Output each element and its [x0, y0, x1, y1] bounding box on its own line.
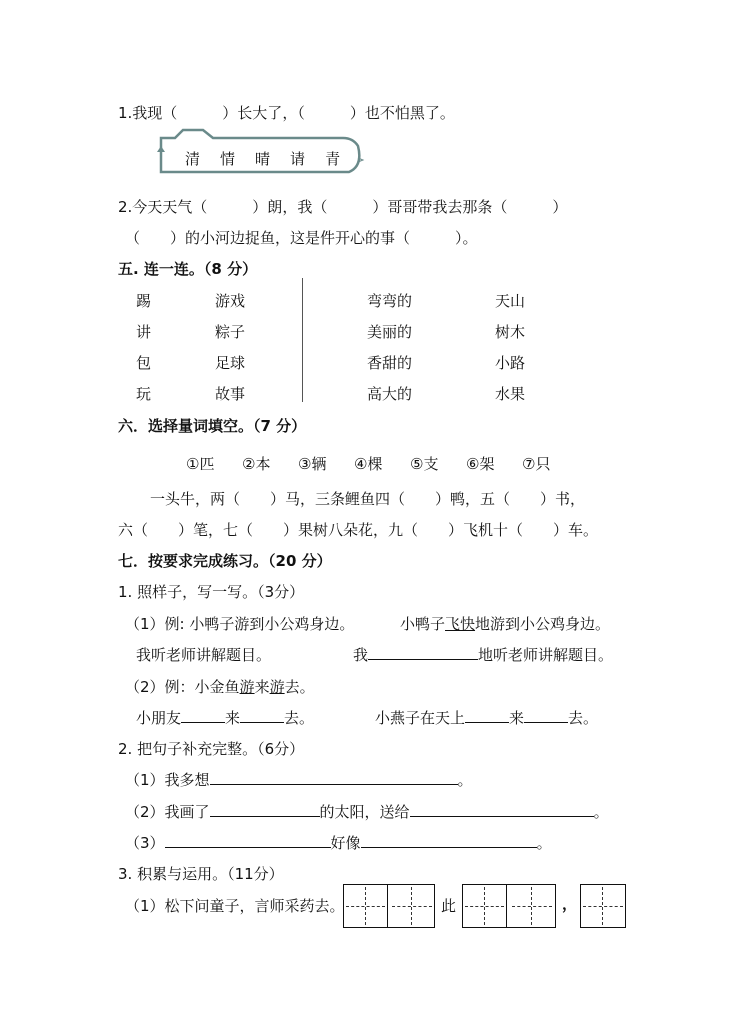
match-right-a-3: 高大的 [367, 385, 413, 403]
example-1-left: （1）例: 小鸭子游到小公鸡身边。 [125, 615, 355, 633]
question-2-line-2: （ ）的小河边捉鱼，这是件开心的事（ ）。 [125, 229, 478, 247]
subsection-3-title: 3. 积累与运用。（11分） [118, 865, 284, 883]
example-2 [125, 676, 315, 697]
answer-blank[interactable] [410, 802, 594, 817]
option-5: ⑤支 [410, 455, 439, 473]
example-2-mid: 来 [254, 678, 270, 696]
match-left-a-0: 踢 [136, 292, 152, 310]
writing-cell[interactable] [581, 885, 625, 927]
exercise-2b-right [375, 707, 598, 728]
example-2-underlined-2: 游 [269, 678, 285, 696]
banner-word: 情 [220, 150, 236, 168]
match-right-b-0: 天山 [495, 292, 526, 310]
fill-3 [125, 832, 552, 853]
answer-blank[interactable] [361, 833, 537, 848]
answer-blank[interactable] [240, 708, 284, 723]
exercise-1b-right-b: 地听老师讲解题目。 [478, 646, 614, 664]
writing-cell[interactable] [344, 885, 388, 927]
banner-word: 晴 [255, 150, 271, 168]
section-7-title: 七．按要求完成练习。（20 分） [118, 552, 332, 570]
fill-1-a: （1）我多想 [125, 771, 210, 789]
match-right-b-2: 小路 [495, 354, 526, 372]
answer-blank[interactable] [210, 802, 320, 817]
answer-blank[interactable] [524, 708, 568, 723]
match-right-b-1: 树木 [495, 323, 526, 341]
option-2: ②本 [242, 455, 271, 473]
example-1-right-a: 小鸭子 [400, 615, 446, 633]
option-4: ④棵 [354, 455, 383, 473]
exercise-2b-right-1: 小燕子在天上 [375, 709, 466, 727]
exercise-2b-left-1: 小朋友 [136, 709, 182, 727]
question-1: 1.我现（ ）长大了，（ ）也不怕黑了。 [118, 104, 455, 122]
answer-blank[interactable] [181, 708, 225, 723]
option-7: ⑦只 [522, 455, 551, 473]
banner-word: 清 [185, 150, 201, 168]
fill-3-mid: 好像 [330, 834, 361, 852]
fill-2-mid: 的太阳，送给 [319, 803, 410, 821]
answer-blank[interactable] [368, 645, 478, 660]
section-6-line-2: 六（ ）笔，七（ ）果树八朵花，九（ ）飞机十（ ）车。 [118, 521, 599, 539]
question-2-line-1: 2.今天天气（ ）朗，我（ ）哥哥带我去那条（ ） [118, 198, 568, 216]
match-left-a-3: 玩 [136, 385, 152, 403]
section-5-title: 五. 连一连。（8 分） [118, 260, 258, 278]
word-banner [185, 148, 360, 169]
poem-char: 此 [441, 897, 457, 915]
divider-line [302, 278, 303, 402]
fill-2-a: （2）我画了 [125, 803, 210, 821]
writing-cell[interactable] [390, 885, 434, 927]
poem-line: （1）松下问童子，言师采药去。 [125, 897, 345, 915]
example-2-a: （2）例：小金鱼 [125, 678, 240, 696]
example-1-right-b: 地游到小公鸡身边。 [475, 615, 611, 633]
match-right-a-1: 美丽的 [367, 323, 413, 341]
fill-2-end: 。 [593, 803, 609, 821]
exercise-2b-left-3: 去。 [284, 709, 315, 727]
writing-grid-2[interactable] [462, 884, 556, 928]
example-2-b: 去。 [284, 678, 315, 696]
match-left-b-1: 粽子 [215, 323, 246, 341]
match-left-b-0: 游戏 [215, 292, 246, 310]
subsection-1-title: 1. 照样子，写一写。（3分） [118, 583, 305, 601]
example-1-right-underlined: 飞快 [445, 615, 476, 633]
match-left-a-1: 讲 [136, 323, 152, 341]
option-6: ⑥架 [466, 455, 495, 473]
answer-blank[interactable] [210, 770, 458, 785]
fill-3-a: （3） [125, 834, 165, 852]
section-6-title: 六．选择量词填空。（7 分） [118, 417, 307, 435]
banner-word: 请 [290, 150, 306, 168]
match-right-a-2: 香甜的 [367, 354, 413, 372]
example-2-underlined-1: 游 [239, 678, 255, 696]
answer-blank[interactable] [165, 833, 331, 848]
writing-grid-3[interactable] [580, 884, 626, 928]
subsection-2-title: 2. 把句子补充完整。（6分） [118, 740, 305, 758]
example-1-right [400, 613, 610, 634]
exercise-1b-right [353, 644, 613, 665]
banner-word: 青 [325, 150, 341, 168]
answer-blank[interactable] [465, 708, 509, 723]
exercise-2b-left [136, 707, 314, 728]
section-6-line-1: 一头牛，两（ ）马，三条鲤鱼四（ ）鸭，五（ ）书， [150, 490, 586, 508]
match-left-b-3: 故事 [215, 385, 246, 403]
exercise-2b-right-3: 去。 [568, 709, 599, 727]
writing-cell[interactable] [510, 885, 554, 927]
exercise-2b-right-2: 来 [509, 709, 525, 727]
exercise-1b-right-a: 我 [353, 646, 369, 664]
option-1: ①匹 [186, 455, 215, 473]
match-right-a-0: 弯弯的 [367, 292, 413, 310]
exercise-2b-left-2: 来 [225, 709, 241, 727]
writing-cell[interactable] [463, 885, 507, 927]
match-left-b-2: 足球 [215, 354, 246, 372]
poem-comma: ， [562, 895, 578, 913]
match-left-a-2: 包 [136, 354, 152, 372]
option-3: ③辆 [298, 455, 327, 473]
fill-1-end: 。 [457, 771, 473, 789]
exercise-1b-left: 我听老师讲解题目。 [136, 646, 272, 664]
match-right-b-3: 水果 [495, 385, 526, 403]
fill-1 [125, 769, 473, 790]
writing-grid-1[interactable] [343, 884, 435, 928]
fill-3-end: 。 [536, 834, 552, 852]
fill-2 [125, 801, 609, 822]
